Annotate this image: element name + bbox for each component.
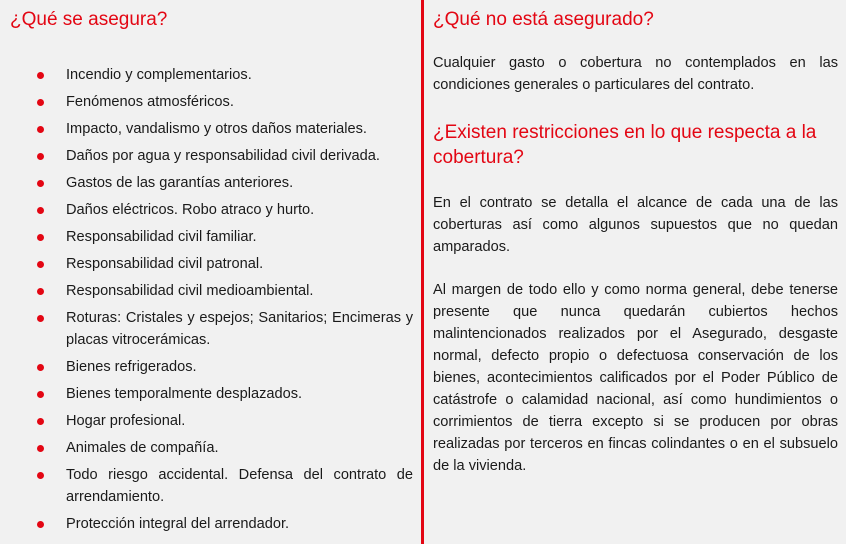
bullet-icon <box>37 72 44 79</box>
right-column <box>425 0 846 544</box>
bullet-icon <box>37 261 44 268</box>
column-divider <box>421 0 424 544</box>
list-item: Fenómenos atmosféricos. <box>0 91 421 113</box>
list-item: Responsabilidad civil patronal. <box>0 253 421 275</box>
bullet-icon <box>37 472 44 479</box>
covered-list <box>0 64 421 540</box>
list-item: Roturas: Cristales y espejos; Sanitarios; Encimeras y placas vitrocerámicas. <box>0 307 421 351</box>
bullet-icon <box>37 126 44 133</box>
bullet-icon <box>37 521 44 528</box>
not-covered-heading: ¿Qué no está asegurado? <box>433 9 654 30</box>
list-item: Bienes refrigerados. <box>0 356 421 378</box>
not-covered-text: Cualquier gasto o cobertura no contemplados en las condiciones generales o particulares del contrato. <box>433 55 838 93</box>
list-item: Gastos de las garantías anteriores. <box>0 172 421 194</box>
list-item: Daños eléctricos. Robo atraco y hurto. <box>0 199 421 221</box>
bullet-icon <box>37 364 44 371</box>
bullet-icon <box>37 418 44 425</box>
list-item: Todo riesgo accidental. Defensa del contrato de arrendamiento. <box>0 464 421 508</box>
restrictions-text: En el contrato se detalla el alcance de cada una de las coberturas así como algunos supuestos que no quedan amparados. <box>433 195 838 255</box>
bullet-icon <box>37 99 44 106</box>
left-column <box>0 0 421 544</box>
list-item: Daños por agua y responsabilidad civil derivada. <box>0 145 421 167</box>
covered-heading: ¿Qué se asegura? <box>10 9 168 30</box>
bullet-icon <box>37 207 44 214</box>
bullet-icon <box>37 153 44 160</box>
list-item: Responsabilidad civil medioambiental. <box>0 280 421 302</box>
list-item: Animales de compañía. <box>0 437 421 459</box>
bullet-icon <box>37 445 44 452</box>
list-item: Bienes temporalmente desplazados. <box>0 383 421 405</box>
bullet-icon <box>37 234 44 241</box>
list-item: Protección integral del arrendador. <box>0 513 421 535</box>
list-item: Incendio y complementarios. <box>0 64 421 86</box>
general-exclusions-text: Al margen de todo ello y como norma general, debe tenerse presente que nunca quedarán cubiertos hechos malintencionados realizados por el Asegurado, desgaste normal, defecto propio o defectuosa conservación de los bienes, acontecimientos calificados por el Poder Público de catástrofe o calamidad nacional, así como hundimientos o corrimientos de tierra excepto si se producen por obras realizadas por terceros en fincas colindantes o en el subsuelo de la vivienda. <box>433 282 838 474</box>
list-item: Responsabilidad civil familiar. <box>0 226 421 248</box>
bullet-icon <box>37 180 44 187</box>
bullet-icon <box>37 391 44 398</box>
list-item: Impacto, vandalismo y otros daños materiales. <box>0 118 421 140</box>
restrictions-heading: ¿Existen restricciones en lo que respecta a la cobertura? <box>433 122 817 168</box>
list-item: Hogar profesional. <box>0 410 421 432</box>
bullet-icon <box>37 315 44 322</box>
bullet-icon <box>37 288 44 295</box>
